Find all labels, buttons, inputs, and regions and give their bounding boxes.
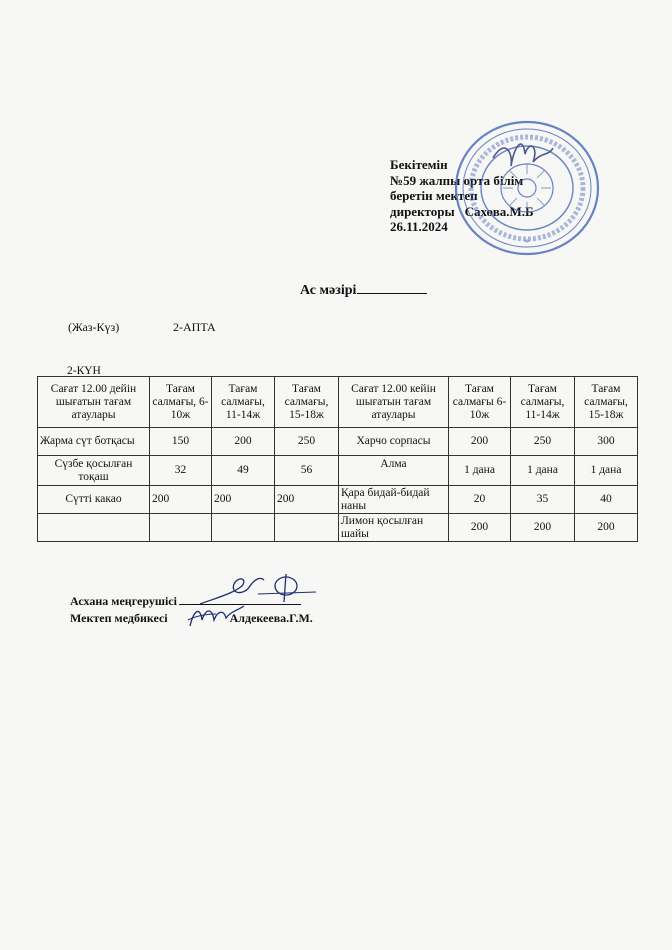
official-stamp-icon bbox=[453, 118, 601, 258]
signature-underline bbox=[179, 594, 301, 605]
day-label: 2-КҮН bbox=[67, 365, 101, 377]
season-label: (Жаз-Күз) bbox=[68, 320, 120, 334]
table-cell: 200 bbox=[150, 486, 212, 514]
header-cell: Тағам салмағы, 11-14ж bbox=[511, 377, 575, 428]
approval-line-1: Бекітемін bbox=[390, 157, 448, 172]
table-cell: 200 bbox=[449, 428, 511, 456]
table-header-row bbox=[38, 377, 638, 428]
table-cell: 200 bbox=[212, 428, 275, 456]
table-cell: 150 bbox=[150, 428, 212, 456]
cook-role: Асхана меңгерушісі bbox=[70, 594, 177, 608]
table-cell bbox=[275, 514, 339, 542]
table-cell: 1 дана bbox=[511, 456, 575, 486]
header-cell: Тағам салмағы, 11-14ж bbox=[212, 377, 275, 428]
table-cell: 200 bbox=[511, 514, 575, 542]
table-cell: Харчо сорпасы bbox=[339, 428, 449, 456]
table-cell: 20 bbox=[449, 486, 511, 514]
header-cell: Тағам салмағы, 15-18ж bbox=[275, 377, 339, 428]
approval-date: 26.11.2024 bbox=[390, 219, 448, 234]
table-cell: 1 дана bbox=[575, 456, 638, 486]
table-cell: 200 bbox=[212, 486, 275, 514]
table-cell: 1 дана bbox=[449, 456, 511, 486]
table-row bbox=[38, 486, 638, 514]
table-cell: Сүзбе қосылған тоқаш bbox=[38, 456, 150, 486]
director-role: директоры bbox=[390, 203, 455, 219]
table-cell: Жарма сүт ботқасы bbox=[38, 428, 150, 456]
nurse-signature-line bbox=[70, 611, 313, 626]
svg-text:*: * bbox=[524, 238, 530, 249]
table-cell: 40 bbox=[575, 486, 638, 514]
title-underline bbox=[357, 282, 427, 294]
week-label: 2-АПТА bbox=[173, 320, 216, 334]
table-row bbox=[38, 428, 638, 456]
table-row bbox=[38, 514, 638, 542]
table-row bbox=[38, 456, 638, 486]
approval-line-3: беретін мектеп bbox=[390, 188, 478, 203]
table-cell: 200 bbox=[449, 514, 511, 542]
table-cell: 250 bbox=[511, 428, 575, 456]
table-cell: 250 bbox=[275, 428, 339, 456]
table-cell: 35 bbox=[511, 486, 575, 514]
header-cell: Сағат 12.00 дейін шығатын тағам атаулары bbox=[38, 377, 150, 428]
table-cell bbox=[38, 514, 150, 542]
page-title bbox=[300, 282, 427, 299]
menu-table bbox=[37, 376, 638, 542]
header-cell: Тағам салмағы, 6-10ж bbox=[150, 377, 212, 428]
table-cell bbox=[150, 514, 212, 542]
nurse-name: Алдекеева.Г.М. bbox=[229, 611, 313, 625]
table-cell: 56 bbox=[275, 456, 339, 486]
header-cell: Сағат 12.00 кейін шығатын тағам атаулары bbox=[339, 377, 449, 428]
table-cell bbox=[212, 514, 275, 542]
director-name: Сахова.М.Б bbox=[464, 203, 534, 219]
title-text: Ас мәзірі bbox=[300, 283, 357, 298]
table-cell: Алма bbox=[339, 456, 449, 486]
header-cell: Тағам салмағы, 15-18ж bbox=[575, 377, 638, 428]
nurse-role: Мектеп медбикесі bbox=[70, 611, 168, 625]
table-cell: 300 bbox=[575, 428, 638, 456]
table-cell: 200 bbox=[275, 486, 339, 514]
table-cell: 200 bbox=[575, 514, 638, 542]
cook-signature-line bbox=[70, 594, 301, 609]
table-cell: Қара бидай-бидай наны bbox=[339, 486, 449, 514]
table-cell: Сүтті какао bbox=[38, 486, 150, 514]
table-cell: 49 bbox=[212, 456, 275, 486]
table-cell: Лимон қосылған шайы bbox=[339, 514, 449, 542]
approval-line-2: №59 жалпы орта білім bbox=[390, 172, 524, 188]
header-cell: Тағам салмағы 6-10ж bbox=[449, 377, 511, 428]
table-cell: 32 bbox=[150, 456, 212, 486]
